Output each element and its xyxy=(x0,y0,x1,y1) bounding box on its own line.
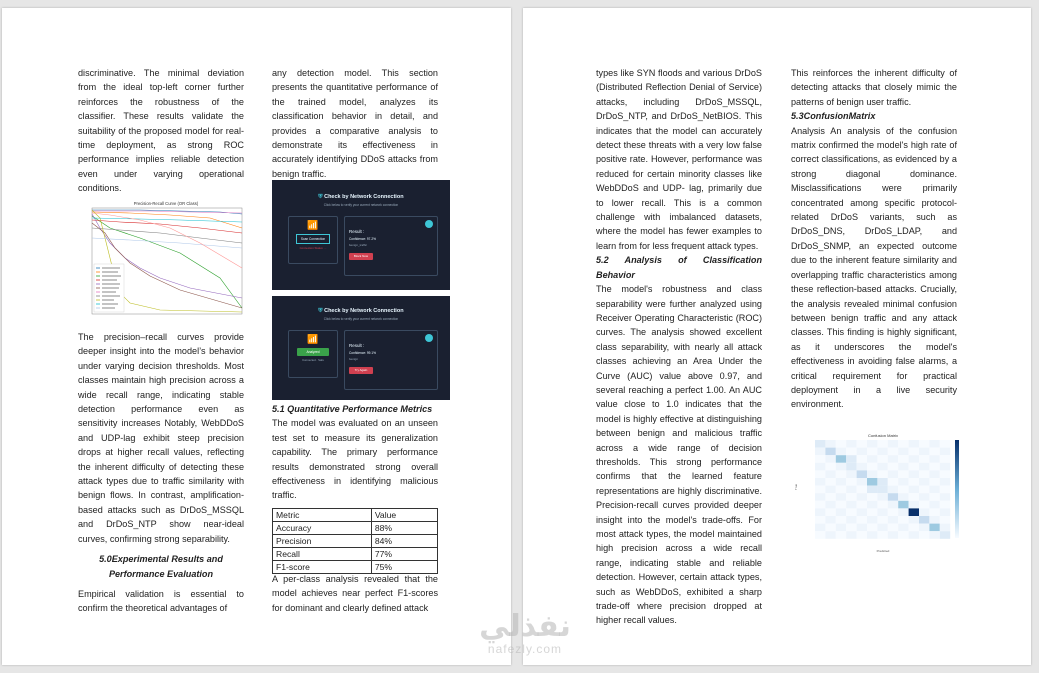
heatmap-cell xyxy=(836,531,846,539)
heatmap-cell xyxy=(815,478,825,486)
watermark xyxy=(455,609,595,656)
heatmap-cell xyxy=(888,501,898,509)
heatmap-cell xyxy=(940,501,950,509)
table-cell: Precision xyxy=(273,535,372,548)
confusion-matrix-heatmap xyxy=(793,432,963,554)
heatmap-cell xyxy=(846,455,856,463)
heatmap-cell xyxy=(919,486,929,494)
heatmap-cell xyxy=(919,463,929,471)
heatmap-cell xyxy=(815,516,825,524)
paragraph: The model's robustness and class separability were further analyzed using Receiver Operating Characteristic (ROC) curves. The analysis showed excellent class separability, with nearly all attack classes achieving an Area Under the Curve (AUC) value above 0.97, and several reaching a perfect 1.00. An AUC value close to 1.0 indicates that the model is highly effective at distinguishing between benign and malicious traffic across a wide range of decision thresholds. This strong performance confirms that the learned feature representations are highly discriminative. Precision-recall curves provided deeper insight into the model's trade-offs. For most attack types, the model maintained high precision across a wide recall range, indicating stable and reliable detection. However, certain attack types, such as WebDDoS, exhibited a sharp trade-off where precision dropped at higher recall values. xyxy=(596,284,762,626)
y-axis-label: True xyxy=(794,483,798,491)
heatmap-cell xyxy=(909,501,919,509)
heatmap-cell xyxy=(929,448,939,456)
document-page-2 xyxy=(523,8,1031,665)
connection-status: Connected · Safe xyxy=(302,358,324,362)
heatmap-cell xyxy=(888,455,898,463)
heatmap-cell xyxy=(877,493,887,501)
heatmap-cell xyxy=(867,478,877,486)
heatmap-cell xyxy=(909,493,919,501)
heatmap-cell xyxy=(898,470,908,478)
heatmap-cell xyxy=(877,448,887,456)
heatmap-cell xyxy=(919,508,929,516)
heatmap-cell xyxy=(898,524,908,532)
heatmap-cell xyxy=(836,463,846,471)
paragraph: A per-class analysis revealed that the model achieves near perfect F1-scores for dominant and clearly defined attack xyxy=(272,574,438,613)
heatmap-cell xyxy=(846,448,856,456)
heatmap-cell xyxy=(857,463,867,471)
status-circle-icon xyxy=(425,220,433,228)
heatmap-cell xyxy=(898,440,908,448)
scan-panel xyxy=(288,216,338,264)
document-page-1 xyxy=(2,8,511,665)
heatmap-cell xyxy=(888,493,898,501)
paragraph: The model was evaluated on an unseen test set to measure its generalization capability. The primary performance results demonstrated strong overall effectiveness in identifying malicious traffic. xyxy=(272,418,438,501)
heatmap-cell xyxy=(940,516,950,524)
heatmap-cell xyxy=(825,508,835,516)
heatmap-cell xyxy=(815,501,825,509)
section-heading-5-1: 5.1 Quantitative Performance Metrics xyxy=(272,404,433,414)
heatmap-cell xyxy=(815,486,825,494)
heatmap-cell xyxy=(867,524,877,532)
scan-panel xyxy=(288,330,338,378)
heatmap-cell xyxy=(836,501,846,509)
app-title: Check by Network Connection xyxy=(324,308,404,314)
heatmap-cell xyxy=(919,470,929,478)
heatmap-cell xyxy=(877,455,887,463)
heatmap-cell xyxy=(857,470,867,478)
paragraph: Empirical validation is essential to confirm the theoretical advantages of xyxy=(78,588,244,614)
page1-column-left-lower xyxy=(78,330,244,616)
heatmap-cell xyxy=(940,508,950,516)
heatmap-cell xyxy=(940,486,950,494)
predicted-class: benign xyxy=(349,357,359,361)
heatmap-cell xyxy=(867,455,877,463)
table-row xyxy=(273,522,438,535)
page1-column-left xyxy=(78,66,244,196)
heatmap-cell xyxy=(919,501,929,509)
result-panel xyxy=(344,216,438,276)
heatmap-cell xyxy=(815,493,825,501)
heatmap-cell xyxy=(867,440,877,448)
table-row xyxy=(273,548,438,561)
table-header-row xyxy=(273,509,438,522)
section-heading-5-3: 5.3ConfusionMatrix xyxy=(791,111,876,122)
heatmap-cell xyxy=(898,516,908,524)
table-row xyxy=(273,535,438,548)
heatmap-cell xyxy=(815,440,825,448)
section-heading-5-0 xyxy=(78,552,244,581)
heatmap-cell xyxy=(846,501,856,509)
table-cell: 88% xyxy=(371,522,437,535)
heatmap-cell xyxy=(909,470,919,478)
heatmap-cell xyxy=(825,501,835,509)
heatmap-cell xyxy=(929,508,939,516)
result-label: Result : xyxy=(349,229,365,234)
heatmap-cell xyxy=(877,516,887,524)
heatmap-cell xyxy=(825,493,835,501)
heatmap-cell xyxy=(857,531,867,539)
heatmap-cell xyxy=(877,440,887,448)
heatmap-cell xyxy=(877,470,887,478)
heatmap-cell xyxy=(846,531,856,539)
wifi-icon: 📶 xyxy=(307,334,319,344)
heatmap-cell xyxy=(940,448,950,456)
heatmap-cell xyxy=(929,516,939,524)
heatmap-cell xyxy=(846,508,856,516)
plot-legend xyxy=(94,264,124,312)
heatmap-cell xyxy=(940,455,950,463)
figure-title: Confusion Matrix xyxy=(867,433,899,438)
heatmap-cell xyxy=(898,508,908,516)
paragraph: discriminative. The minimal deviation from the ideal top-left corner further reinforces the robustness of the classifier. These results validate the suitability of the proposed model for real-time deployment, as strong ROC performance implies reliable detection even under varying operational conditions. xyxy=(78,68,244,194)
confusion-matrix-figure xyxy=(793,432,963,554)
heatmap-cell xyxy=(929,501,939,509)
heatmap-cell xyxy=(867,448,877,456)
heatmap-cell xyxy=(825,531,835,539)
heatmap-cell xyxy=(940,463,950,471)
heatmap-cell xyxy=(857,455,867,463)
heatmap-cell xyxy=(815,455,825,463)
heatmap-cell xyxy=(877,478,887,486)
heatmap-cell xyxy=(898,486,908,494)
scan-connection-button[interactable]: Scan Connection xyxy=(296,234,330,244)
heatmap-cell xyxy=(836,440,846,448)
page1-column-right-lower xyxy=(272,402,438,503)
heatmap-cell xyxy=(877,508,887,516)
heatmap-cell xyxy=(919,493,929,501)
heatmap-cell xyxy=(929,486,939,494)
heatmap-cell xyxy=(909,486,919,494)
app-subtitle: Click below to verify your current network connection xyxy=(323,317,399,321)
heatmap-cell xyxy=(867,470,877,478)
heatmap-cell xyxy=(898,448,908,456)
heatmap-cell xyxy=(815,531,825,539)
confidence-value: Confidence: 97.2% xyxy=(349,237,376,241)
table-cell: 75% xyxy=(371,561,437,574)
heatmap-cell xyxy=(846,493,856,501)
watermark-logo: نفذلي xyxy=(479,609,571,644)
heatmap-cell xyxy=(867,508,877,516)
table-cell: F1-score xyxy=(273,561,372,574)
heatmap-cell xyxy=(888,486,898,494)
heatmap-cell xyxy=(888,516,898,524)
heatmap-cell xyxy=(846,478,856,486)
heatmap-cell xyxy=(846,516,856,524)
heatmap-cell xyxy=(909,440,919,448)
block-now-button[interactable]: Block Now xyxy=(349,253,373,260)
heatmap-cell xyxy=(836,508,846,516)
table-cell: Accuracy xyxy=(273,522,372,535)
colorbar xyxy=(955,440,959,538)
heatmap-cell xyxy=(898,478,908,486)
heatmap-cell xyxy=(898,455,908,463)
heatmap-cell xyxy=(919,478,929,486)
heatmap-cell xyxy=(825,440,835,448)
heatmap-cell xyxy=(929,440,939,448)
shield-icon: ⛨ xyxy=(318,308,323,314)
confidence-value: Confidence: 99.1% xyxy=(349,351,376,355)
heatmap-cell xyxy=(888,508,898,516)
heatmap-cell xyxy=(909,508,919,516)
app-subtitle: Click below to verify your current network connection xyxy=(323,203,399,207)
heatmap-cell xyxy=(836,470,846,478)
heatmap-cell xyxy=(846,486,856,494)
heatmap-cell xyxy=(898,463,908,471)
heatmap-cell xyxy=(919,531,929,539)
heatmap-cell xyxy=(815,524,825,532)
heatmap-cell xyxy=(919,448,929,456)
paragraph: types like SYN floods and various DrDoS (Distributed Reflection Denial of Service) attacks, including DrDoS_MSSQL, DrDoS_NTP, and DrDoS_NetBIOS. This indicates that the model can accurately detect these threats with a very low false positive rate. However, performance was reduced for certain minority classes like WebDDoS and UDP- lag, primarily due to lower recall. This is a common challenge with imbalanced datasets, where the model has fewer examples to learn from for less frequent attack types. xyxy=(596,68,762,251)
heatmap-cell xyxy=(919,516,929,524)
heatmap-cell xyxy=(888,448,898,456)
heatmap-cell xyxy=(867,493,877,501)
heatmap-cell xyxy=(898,501,908,509)
heatmap-cell xyxy=(929,524,939,532)
heatmap-cell xyxy=(877,501,887,509)
section-heading-line: Performance Evaluation xyxy=(108,568,214,579)
heatmap-cell xyxy=(909,478,919,486)
heatmap-cell xyxy=(857,493,867,501)
heatmap-cell xyxy=(815,463,825,471)
app-screenshot-2 xyxy=(272,296,450,400)
heatmap-cell xyxy=(825,516,835,524)
heatmap-cell xyxy=(940,478,950,486)
heatmap-cell xyxy=(909,463,919,471)
heatmap-cell xyxy=(836,478,846,486)
heatmap-cell xyxy=(857,501,867,509)
heatmap-cell xyxy=(888,531,898,539)
heatmap-cell xyxy=(929,470,939,478)
status-circle-icon xyxy=(425,334,433,342)
heatmap-cell xyxy=(909,455,919,463)
heatmap-cell xyxy=(929,455,939,463)
heatmap-cell xyxy=(867,516,877,524)
analyzed-button[interactable]: Analyzed xyxy=(297,348,329,356)
heatmap-cell xyxy=(857,440,867,448)
heatmap-cell xyxy=(888,470,898,478)
heatmap-cell xyxy=(919,524,929,532)
precision-recall-plot xyxy=(80,198,246,321)
heatmap-cell xyxy=(909,516,919,524)
heatmap-cell xyxy=(815,470,825,478)
heatmap-cell xyxy=(846,463,856,471)
precision-recall-figure xyxy=(80,198,246,321)
metrics-table-wrapper xyxy=(272,508,438,574)
heatmap-cell xyxy=(857,448,867,456)
heatmap-cell xyxy=(888,524,898,532)
connection-status: Connection Status: ... xyxy=(299,246,327,250)
predicted-class: benign_traffic xyxy=(349,243,367,247)
shield-icon: ⛨ xyxy=(318,194,323,200)
heatmap-cell xyxy=(898,493,908,501)
heatmap-cell xyxy=(825,448,835,456)
heatmap-cell xyxy=(898,531,908,539)
heatmap-cell xyxy=(825,463,835,471)
heatmap-cell xyxy=(877,531,887,539)
section-heading-line: 5.0Experimental Results and xyxy=(99,554,223,565)
heatmap-cell xyxy=(919,455,929,463)
heatmap-cell xyxy=(888,463,898,471)
heatmap-cell xyxy=(825,455,835,463)
page2-column-right xyxy=(791,66,957,412)
paragraph: This reinforces the inherent difficulty of detecting attacks that closely mimic the patterns of benign user traffic. xyxy=(791,68,957,107)
heatmap-cell xyxy=(836,516,846,524)
heatmap-cell xyxy=(867,486,877,494)
heatmap-cell xyxy=(836,448,846,456)
heatmap-cell xyxy=(919,440,929,448)
app-screenshot-1 xyxy=(272,180,450,290)
heatmap-cell xyxy=(867,531,877,539)
watermark-url: nafezly.com xyxy=(487,642,563,656)
paragraph: any detection model. This section presents the quantitative performance of the trained model, analyzes its classification behavior in detail, and provides a comparative analysis to demonstrate its effectiveness in accurately identifying DDoS attacks from benign traffic. xyxy=(272,68,438,179)
try-again-button[interactable]: Try Again xyxy=(349,367,373,374)
heatmap-cell xyxy=(836,486,846,494)
heatmap-cell xyxy=(857,486,867,494)
heatmap-cell xyxy=(825,486,835,494)
heatmap-cell xyxy=(846,524,856,532)
page1-column-right-bottom xyxy=(272,572,438,615)
wifi-icon: 📶 xyxy=(307,220,319,230)
heatmap-cell xyxy=(940,493,950,501)
table-header-cell: Value xyxy=(371,509,437,522)
paragraph: The precision–recall curves provide deeper insight into the model’s behavior under varying decision thresholds. Most classes maintain high precision across a wide recall range, indicating stable detection performance even as sensitivity increases Notably, WebDDoS and UDP-lag exhibit steep precision drops at higher recall values, reflecting the inherent difficulty of detecting these attack types due to traffic similarity with benign flows. In contrast, amplification-based attacks such as DrDoS_MSSQL and DrDoS_NTP show near-ideal curves, confirming strong separability. xyxy=(78,332,244,544)
heatmap-cell xyxy=(940,531,950,539)
heatmap-cell xyxy=(929,531,939,539)
heatmap-cell xyxy=(867,463,877,471)
heatmap-cell xyxy=(929,463,939,471)
heatmap-cell xyxy=(815,508,825,516)
metrics-table xyxy=(272,508,438,574)
heatmap-cell xyxy=(888,478,898,486)
heatmap-cell xyxy=(846,440,856,448)
figure-title: Precision-Recall Curve (OR Class) xyxy=(133,201,199,206)
heatmap-cell xyxy=(877,524,887,532)
heatmap-cell xyxy=(929,478,939,486)
paragraph: Analysis An analysis of the confusion matrix confirmed the model's high rate of correct classifications, as evidenced by a strong diagonal dominance. Misclassifications were primarily concentrated among specific protocol-related DrDoS variants, such as DrDoS_DNS, DrDoS_LDAP, and DrDoS_SNMP, an expected outcome due to the inherent feature similarity and overlapping traffic characteristics among these reflection-based attacks. Crucially, the analysis revealed minimal confusion between benign traffic and any attack classes. This finding is highly significant, as it underscores the model's effectiveness in avoiding false alarms, a critical requirement for practical deployment in a live security environment. xyxy=(791,125,957,410)
section-heading-5-2: 5.2 Analysis of Classification Behavior xyxy=(596,255,762,280)
heatmap-cell xyxy=(815,448,825,456)
heatmap-cell xyxy=(867,501,877,509)
table-header-cell: Metric xyxy=(273,509,372,522)
heatmap-cell xyxy=(836,455,846,463)
heatmap-cell xyxy=(857,478,867,486)
heatmap-cell xyxy=(929,493,939,501)
heatmap-cell xyxy=(909,448,919,456)
result-label: Result : xyxy=(349,343,365,348)
heatmap-cell xyxy=(888,440,898,448)
heatmap-cell xyxy=(940,470,950,478)
table-cell: 77% xyxy=(371,548,437,561)
heatmap-cell xyxy=(857,516,867,524)
heatmap-cell xyxy=(836,493,846,501)
heatmap-cell xyxy=(825,478,835,486)
app-title: Check by Network Connection xyxy=(324,194,404,200)
heatmap-cell xyxy=(825,470,835,478)
heatmap-cell xyxy=(940,440,950,448)
heatmap-cell xyxy=(857,508,867,516)
heatmap-cell xyxy=(877,486,887,494)
x-axis-label: Predicted xyxy=(876,549,890,553)
heatmap-cell xyxy=(846,470,856,478)
heatmap-cell xyxy=(825,524,835,532)
page2-column-left xyxy=(596,66,762,628)
result-panel xyxy=(344,330,438,390)
heatmap-cell xyxy=(857,524,867,532)
heatmap-cell xyxy=(836,524,846,532)
heatmap-cell xyxy=(877,463,887,471)
table-cell: 84% xyxy=(371,535,437,548)
heatmap-cell xyxy=(909,531,919,539)
page1-column-right xyxy=(272,66,438,181)
heatmap-cell xyxy=(940,524,950,532)
heatmap-cell xyxy=(909,524,919,532)
table-cell: Recall xyxy=(273,548,372,561)
